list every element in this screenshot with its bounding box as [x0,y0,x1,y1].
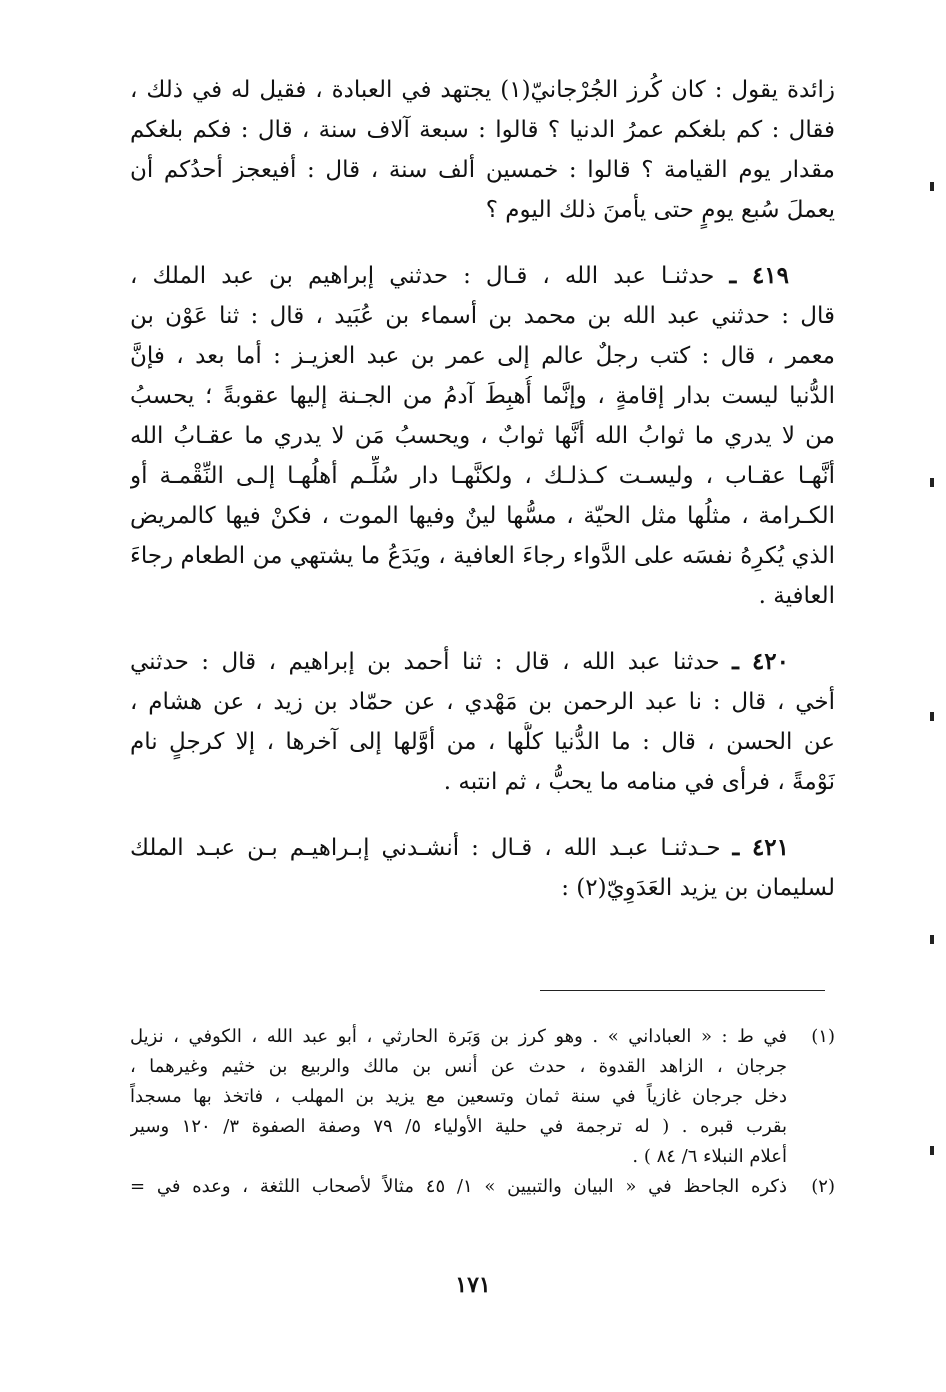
paragraph-number: ٤٢١ ـ [732,834,790,861]
text-line: الدُّنيا ليست بدار إقامةٍ ، وإنَّما أُهبِطَ آدمُ من الجـنة إليها عقوبةً ؛ يحسبُ [130,383,835,409]
text-line: نَوْمةً ، فرأى في منامه ما يحبُّ ، ثم انتبه . [443,769,835,795]
footnote-mark: (٢) [811,1176,835,1197]
footnote-line: بقرب قبره . ( له ترجمة في حلية الأولياء ٥/ ٧٩ وصفة الصفوة ٣/ ١٢٠ وسير [130,1116,787,1137]
footnote-separator [540,990,825,991]
footnote-body [130,1022,787,1172]
margin-mark [930,935,934,944]
footnotes [130,1022,835,1202]
text-line [130,828,835,868]
text-line: العافية . [758,583,835,609]
text-line: من لا يدري ما ثوابُ الله أنَّها ثوابٌ ، ويحسبُ مَن لا يدري ما عقـابُ الله [130,423,835,449]
text-line: يعملَ سُبع يومٍ حتى يأمنَ ذلك اليوم ؟ [485,197,835,223]
text-line: معمر ، قال : كتب رجلٌ عالم إلى عمر بن عبد العزيـز : أما بعد ، فإنَّ [130,343,835,369]
footnote-mark: (١) [811,1026,835,1047]
margin-mark [930,1146,934,1155]
margin-mark [930,182,934,191]
paragraph-421 [130,828,835,908]
text-line: زائدة يقول : كان كُرز الجُرْجانيّ(١) يجتهد في العبادة ، فقيل له في ذلك ، [130,77,835,103]
text-line-content: حدثنـا عبد الله ، قـال : حدثني إبراهيم بن عبد الملك ، [130,263,715,289]
text-line: أخي ، قال : نا عبد الرحمن بن مَهْدي ، عن حمّاد بن زيد ، عن هشام ، [130,689,835,715]
footnote-body [130,1172,787,1202]
footnote-1 [130,1022,835,1172]
paragraph-number: ٤١٩ ـ [729,262,789,289]
text-line: الكـرامة ، مثلُها مثل الحيّة ، مسُّها لينٌ وفيها الموت ، فكنْ فيها كالمريض [130,503,835,529]
paragraph-number: ٤٢٠ ـ [732,648,790,675]
text-line: قال : حدثني عبد الله بن محمد بن أسماء بن عُبَيد ، قال : ثنا عَوْن بن [130,303,835,329]
margin-mark [930,478,934,487]
text-line: فقال : كم بلغكم عمرُ الدنيا ؟ قالوا : سبعة آلاف سنة ، قال : فكم بلغكم [130,117,835,143]
text-line: عن الحسن ، قال : ما الدُّنيا كلُّها ، من أوَّلها إلى آخرها ، إلا كرجلٍ نام [130,729,835,755]
text-line [130,642,835,682]
margin-mark [930,712,934,721]
footnote-line: في ط : « العباداني » . وهو كرز بن وَبَرة الحارثي ، أبو عبد الله ، الكوفي ، نزيل [130,1026,787,1047]
text-line [130,256,835,296]
footnote-line: أعلام النبلاء ٦/ ٨٤ ) . [632,1146,787,1167]
footnote-line: ذكره الجاحظ في « البيان والتبيين » ١/ ٤٥ مثالاً لأصحاب اللثغة ، وعده في = [130,1176,787,1197]
footnote-line: جرجان ، الزاهد القدوة ، حدث عن أنس بن مالك والربيع بن خثيم وغيرهما ، [130,1056,787,1077]
text-line: أنَّهـا عقـاب ، وليسـت كـذلـك ، ولكنَّهـا دار سُلِّـم أهلُهـا إلـى النِّقْمـة أو [130,463,835,489]
text-line: مقدار يوم القيامة ؟ قالوا : خمسين ألف سنة ، قال : أفيعجز أحدُكم أن [130,157,835,183]
paragraph-419 [130,256,835,616]
paragraph-420 [130,642,835,802]
text-line-content: حـدثنـا عبـد الله ، قـال : أنشـدني إبـراهيـم بـن عبـد الملك [130,835,721,861]
paragraph-continued [130,70,835,230]
text-line: لسليمان بن يزيد العَدَوِيّ(٢) : [561,875,835,901]
text-line: الذي يُكرِهُ نفسَه على الدَّواء رجاءَ العافية ، ويَدَعُ ما يشتهي من الطعام رجاءَ [130,543,835,569]
footnote-2 [130,1172,835,1202]
text-line-content: حدثنا عبد الله ، قال : ثنا أحمد بن إبراهيم ، قال : حدثني [130,649,720,675]
footnote-line: دخل جرجان غازياً في سنة ثمان وتسعين مع يزيد بن المهلب ، فاتخذ بها مسجداً [130,1086,787,1107]
page-number: ١٧١ [455,1272,491,1298]
main-text [130,70,835,908]
